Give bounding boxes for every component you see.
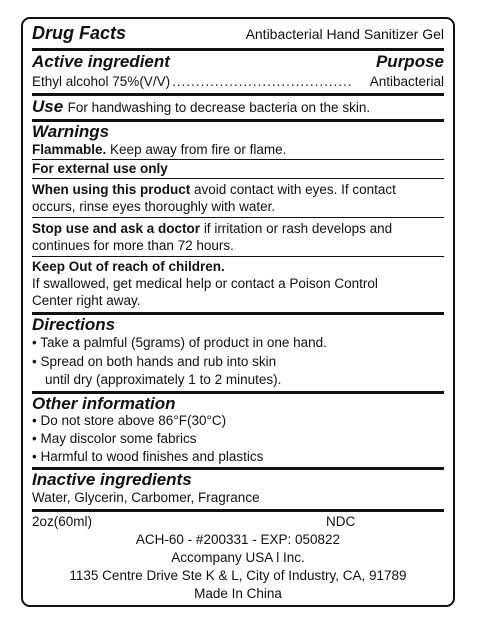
ingredient-purpose: Antibacterial — [369, 74, 444, 89]
divider — [32, 217, 444, 218]
when-using-line1 — [32, 181, 444, 198]
direction-item: • Take a palmful (5grams) of product in one hand. — [32, 335, 327, 350]
flammable-row — [32, 141, 444, 158]
stop-use-text: if irritation or rash develops and — [203, 221, 393, 236]
use-heading: Use — [32, 97, 64, 116]
external-use: For external use only — [32, 161, 168, 176]
ndc-label: NDC — [326, 514, 356, 529]
stop-use-line2: continues for more than 72 hours. — [32, 238, 234, 253]
use-text: For handwashing to decrease bacteria on the skin. — [67, 100, 371, 115]
keep-out-reach: Keep Out of reach of children. — [32, 259, 225, 274]
inactive-text: Water, Glycerin, Carbomer, Fragrance — [32, 490, 260, 505]
directions-heading: Directions — [32, 315, 116, 334]
direction-item-continued: until dry (approximately 1 to 2 minutes). — [45, 372, 282, 387]
other-info-item: • May discolor some fabrics — [32, 431, 197, 446]
divider — [32, 93, 444, 96]
ingredient-row — [32, 73, 444, 90]
flammable-text: Keep away from fire or flame. — [110, 142, 287, 157]
drug-facts-panel — [21, 17, 455, 607]
purpose-heading: Purpose — [375, 52, 444, 71]
direction-item: • Spread on both hands and rub into skin — [32, 354, 277, 369]
active-heading-row — [32, 52, 444, 72]
other-info-item: • Harmful to wood finishes and plastics — [32, 449, 264, 464]
lot-exp: ACH-60 - #200331 - EXP: 050822 — [135, 532, 341, 547]
divider — [32, 48, 444, 51]
package-size: 2oz(60ml) — [32, 514, 93, 529]
inactive-heading: Inactive ingredients — [32, 470, 192, 489]
drug-facts-title: Drug Facts — [32, 23, 127, 43]
swallow-line2: Center right away. — [32, 293, 141, 308]
divider — [32, 509, 444, 512]
when-using-text: avoid contact with eyes. If contact — [194, 182, 396, 197]
swallow-line1: If swallowed, get medical help or contact a Poison Control — [32, 276, 378, 291]
when-using-line2: occurs, rinse eyes thoroughly with water. — [32, 199, 276, 214]
country-of-origin: Made In China — [194, 586, 282, 601]
flammable-label: Flammable. — [32, 142, 107, 157]
footer-size-row — [32, 513, 444, 530]
ingredient-name: Ethyl alcohol 75%(V/V) — [32, 74, 171, 89]
active-ingredient-heading: Active ingredient — [32, 52, 170, 71]
stop-use-label: Stop use and ask a doctor — [32, 221, 201, 236]
use-row — [32, 97, 444, 117]
other-info-heading: Other information — [32, 394, 176, 413]
when-using-label: When using this product — [32, 182, 191, 197]
warnings-heading: Warnings — [32, 122, 110, 141]
leader-dots: ...................................... — [172, 74, 353, 89]
other-info-item: • Do not store above 86°F(30°C) — [32, 413, 227, 428]
divider — [32, 178, 444, 179]
product-name: Antibacterial Hand Sanitizer Gel — [245, 26, 444, 42]
stop-use-line1 — [32, 220, 444, 237]
header-row — [32, 23, 444, 43]
divider — [32, 256, 444, 257]
company-name: Accompany USA l Inc. — [171, 550, 305, 565]
company-address: 1135 Centre Drive Ste K & L, City of Industry, CA, 91789 — [69, 568, 407, 583]
